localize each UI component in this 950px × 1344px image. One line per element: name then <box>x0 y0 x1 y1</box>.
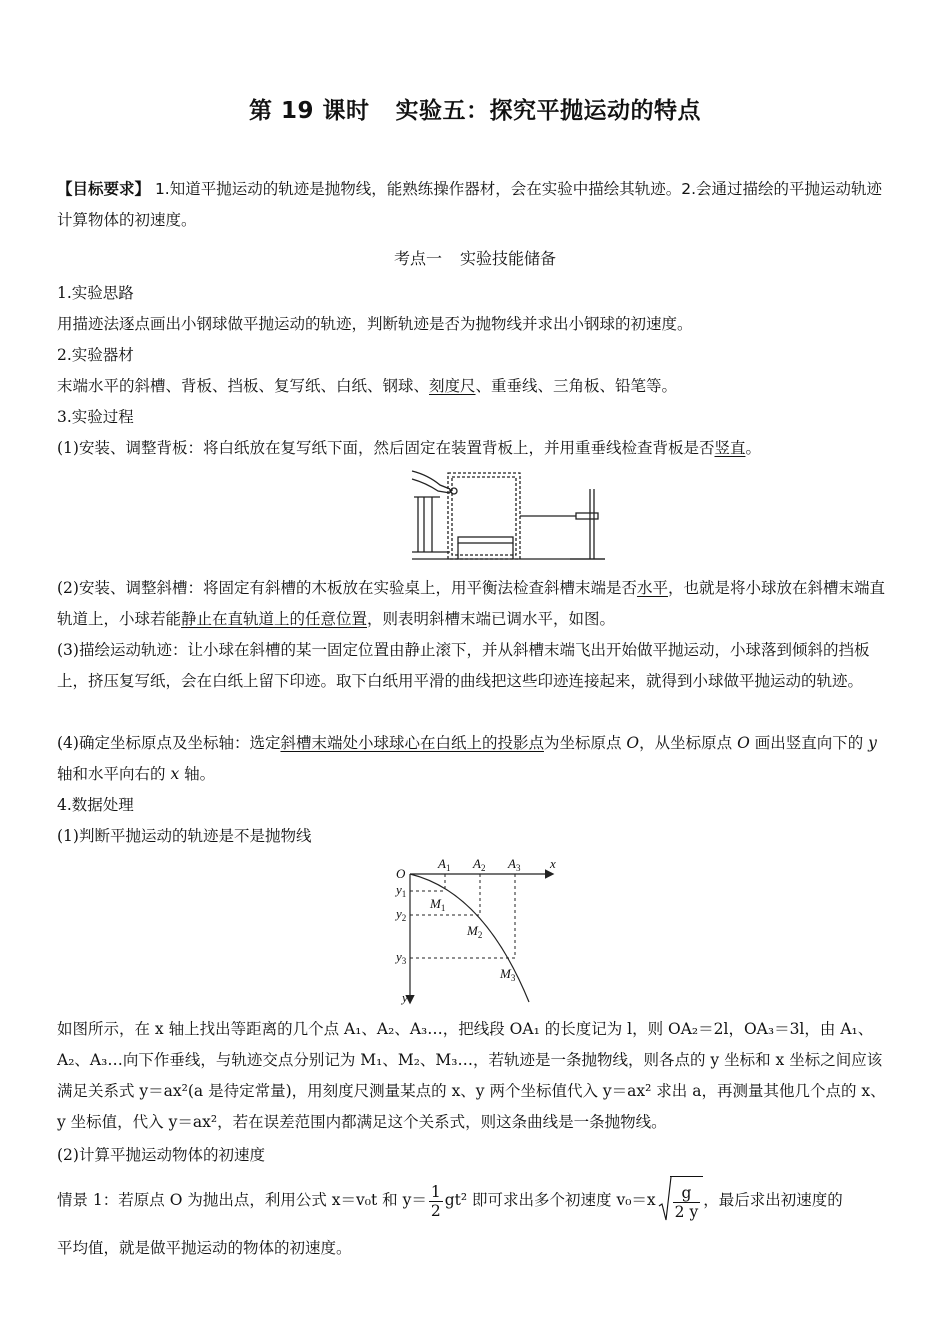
label-y3: $y_3$ <box>396 949 407 966</box>
label-y2: $y_2$ <box>396 906 407 923</box>
label-A3: $A_3$ <box>508 856 521 873</box>
section-title: 实验技能储备 <box>460 249 557 268</box>
goal-block <box>57 174 893 236</box>
equipment-text <box>57 371 893 402</box>
step4-text-d: 画出竖直向下的 <box>749 734 869 752</box>
heading-procedure: 3.实验过程 <box>57 408 134 426</box>
section-heading <box>57 246 893 269</box>
backboard <box>448 473 520 559</box>
scenario-1-continued: 平均值，就是做平抛运动的物体的初速度。 <box>57 1239 352 1257</box>
section-number: 考点一 <box>393 249 442 268</box>
apparatus-figure <box>410 467 605 572</box>
origin-label: O <box>396 866 406 881</box>
label-M3: $M_3$ <box>500 966 516 983</box>
sqrt-expression <box>658 1176 704 1227</box>
sqrt-den: 2 y <box>674 1203 699 1221</box>
heading-data-processing: 4.数据处理 <box>57 796 134 814</box>
equipment-list-a: 末端水平的斜槽、背板、挡板、复写纸、白纸、钢球、 <box>57 377 430 395</box>
label-A1: $A_1$ <box>438 856 451 873</box>
goal-text: 1.知道平抛运动的轨迹是抛物线，能熟练操作器材，会在实验中描绘其轨迹。2.会通过描绘的平抛运动轨迹计算物体的初速度。 <box>57 180 883 229</box>
y-axis-symbol: y <box>868 734 877 752</box>
subheading-initial-velocity: (2)计算平抛运动物体的初速度 <box>57 1146 265 1164</box>
catch-plate <box>458 537 513 543</box>
label-y1: $y_1$ <box>396 882 407 899</box>
title-topic: 实验五：探究平抛运动的特点 <box>395 98 702 124</box>
procedure-step-3: (3)描绘运动轨迹：让小球在斜槽的某一固定位置由静止滚下，并从斜槽末端飞出开始做平抛运动，小球落到倾斜的挡板上，挤压复写纸，会在白纸上留下印迹。取下白纸用平滑的曲线把这些印迹连接起来，就得到小球做平抛运动的轨迹。 <box>57 641 870 690</box>
step2-text-b: ，也就是将小球放在斜槽末端直轨道上，小球若能 <box>57 579 885 628</box>
step1-text-b: 。 <box>745 439 761 457</box>
equipment-underlined: 刻度尺 <box>429 377 476 395</box>
experiment-idea-text: 用描迹法逐点画出小钢球做平抛运动的轨迹，判断轨迹是否为抛物线并求出小钢球的初速度。 <box>57 315 693 333</box>
step2-underlined-2: 静止在直轨道上的任意位置 <box>181 610 368 628</box>
origin-symbol-1: O <box>626 734 640 752</box>
scenario1-text-a: 情景 1：若原点 O 为抛出点，利用公式 x＝v₀t 和 y＝ <box>57 1191 427 1209</box>
step4-text-f: 轴。 <box>179 765 216 783</box>
subheading-parabola-check: (1)判断平抛运动的轨迹是不是抛物线 <box>57 827 312 845</box>
scenario1-text-b: gt² 即可求出多个初速度 v₀＝x <box>444 1191 656 1209</box>
origin-symbol-2: O <box>737 734 750 752</box>
title-lesson: 第 19 课时 <box>248 98 370 124</box>
scenario1-text-c: ，最后求出初速度的 <box>703 1191 843 1209</box>
x-axis-symbol: x <box>170 765 180 783</box>
step4-text-c: ，从坐标原点 <box>639 734 738 752</box>
procedure-step-4 <box>57 728 893 790</box>
scenario-1-line <box>57 1175 893 1227</box>
procedure-step-1 <box>57 433 893 464</box>
step4-underlined: 斜槽末端处小球球心在白纸上的投影点 <box>280 734 544 752</box>
trajectory-graph <box>364 852 564 1007</box>
frac-num: 1 <box>430 1182 441 1201</box>
step1-text-a: (1)安装、调整背板：将白纸放在复写纸下面，然后固定在装置背板上，并用重垂线检查背板是否 <box>57 439 715 457</box>
label-M1: $M_1$ <box>430 896 446 913</box>
label-M2: $M_2$ <box>467 923 483 940</box>
step2-text-a: (2)安装、调整斜槽：将固定有斜槽的木板放在实验桌上，用平衡法检查斜槽末端是否 <box>57 579 637 597</box>
radical-sign <box>658 1176 672 1224</box>
step2-underlined-1: 水平 <box>636 579 668 597</box>
heading-experiment-idea: 1.实验思路 <box>57 284 134 302</box>
step2-text-c: ，则表明斜槽末端已调水平，如图。 <box>367 610 616 628</box>
goal-tag: 【目标要求】 <box>57 180 151 198</box>
fraction-one-half <box>429 1183 443 1220</box>
sqrt-num: g <box>673 1184 701 1203</box>
equipment-list-b: 、重垂线、三角板、铅笔等。 <box>475 377 678 395</box>
step4-text-e: 轴和水平向右的 <box>57 765 171 783</box>
frac-den: 2 <box>430 1201 441 1220</box>
parabola-explanation: 如图所示，在 x 轴上找出等距离的几个点 A₁、A₂、A₃…，把线段 OA₁ 的长度记为 l，则 OA₂＝2l，OA₃＝3l，由 A₁、A₂、A₃…向下作垂线，与轨迹交点分别记为 M₁、M₂、M₃…，若轨迹是一条抛物线，则各点的 y 坐标和 x 坐标之间应该满足关系式 y＝ax²(a 是待定常量)，用刻度尺测量某点的 x、y 两个坐标值代入 y＝ax² 求出 a，再测量其他几个点的 x、y 坐标值，代入 y＝ax²，若在误差范围内都满足这个关系式，则这条曲线是一条抛物线。 <box>57 1020 886 1131</box>
y-label: y <box>402 990 408 1005</box>
x-label: x <box>550 856 556 871</box>
page-title <box>57 92 893 125</box>
step4-text-b: 为坐标原点 <box>543 734 627 752</box>
procedure-step-2 <box>57 573 893 635</box>
step1-underlined: 竖直 <box>714 439 746 457</box>
label-A2: $A_2$ <box>473 856 486 873</box>
heading-equipment: 2.实验器材 <box>57 346 134 364</box>
step4-text-a: (4)确定坐标原点及坐标轴：选定 <box>57 734 281 752</box>
